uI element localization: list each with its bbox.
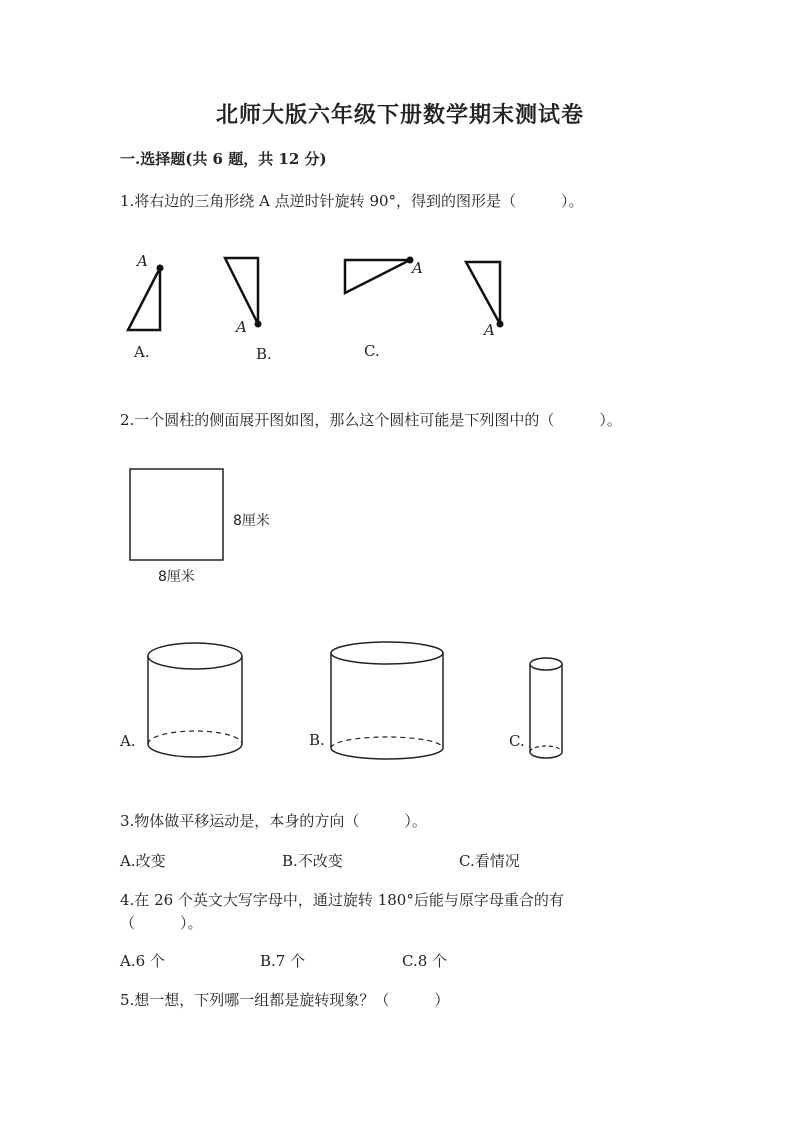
q2-option-a-label[interactable]: A. [120, 732, 136, 750]
q3-option-a[interactable]: A.改变 [120, 852, 166, 870]
q4-option-c[interactable]: C.8 个 [402, 952, 448, 970]
section-heading: 一.选择题(共 6 题，共 12 分) [120, 150, 327, 168]
q1-option-c-label[interactable]: C. [364, 342, 380, 360]
q2-side-length-label: 8厘米 [233, 513, 270, 529]
q2-cylinder-a [145, 640, 250, 770]
q2-cylinder-b [330, 640, 450, 765]
q1-option-b-label[interactable]: B. [256, 345, 272, 363]
q1-original-point-label: A [484, 321, 495, 339]
q2-bottom-length-label: 8厘米 [158, 569, 195, 585]
page-title: 北师大版六年级下册数学期末测试卷 [215, 102, 584, 128]
question-5-text: 5.想一想，下列哪一组都是旋转现象？（ ） [120, 991, 450, 1009]
q2-unfolded-square [128, 468, 228, 563]
q3-option-b[interactable]: B.不改变 [282, 852, 343, 870]
q1-a-point-label: A [137, 252, 148, 270]
q2-option-b-label[interactable]: B. [309, 731, 325, 749]
q2-cylinder-c [528, 655, 568, 765]
q4-option-b[interactable]: B.7 个 [260, 952, 306, 970]
question-4-text-line1: 4.在 26 个英文大写字母中，通过旋转 180°后能与原字母重合的有 [120, 891, 564, 909]
q1-option-b-triangle [220, 250, 280, 340]
q2-option-c-label[interactable]: C. [509, 732, 525, 750]
q1-option-a-label[interactable]: A. [134, 343, 150, 361]
q1-option-c-triangle [340, 250, 420, 300]
q1-option-a-triangle [120, 250, 180, 340]
q1-b-point-label: A [236, 318, 247, 336]
question-4-text-line2: （ ）。 [120, 914, 203, 932]
question-3-text: 3.物体做平移运动是，本身的方向（ ）。 [120, 812, 427, 830]
q4-option-a[interactable]: A.6 个 [120, 952, 165, 970]
q1-c-point-label: A [412, 259, 423, 277]
question-1-text: 1.将右边的三角形绕 A 点逆时针旋转 90°，得到的图形是（ ）。 [120, 192, 584, 210]
question-2-text: 2.一个圆柱的侧面展开图如图，那么这个圆柱可能是下列图中的（ ）。 [120, 411, 622, 429]
q3-option-c[interactable]: C.看情况 [459, 852, 520, 870]
